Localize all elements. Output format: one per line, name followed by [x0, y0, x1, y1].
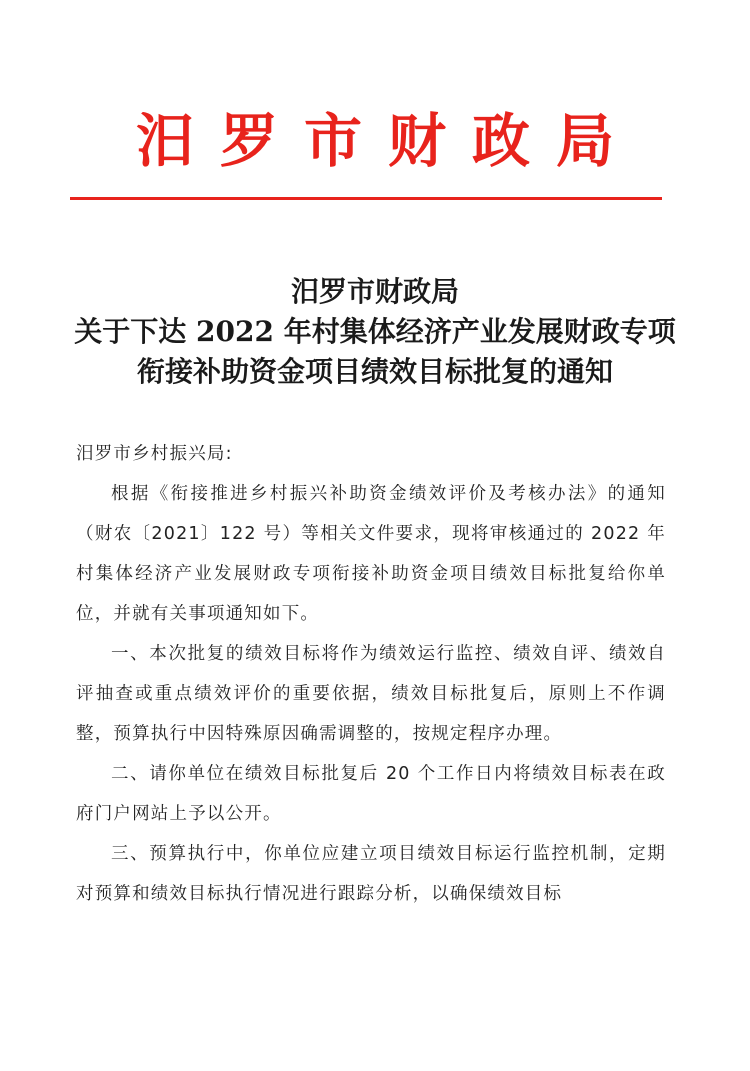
- masthead-agency-name: 汨罗市财政局: [135, 107, 640, 175]
- document-title: [0, 272, 750, 392]
- title-line-3: 衔接补助资金项目绩效目标批复的通知: [136, 355, 613, 388]
- paragraph-item-1: 一、本次批复的绩效目标将作为绩效运行监控、绩效自评、绩效自评抽查或重点绩效评价的重要依据，绩效目标批复后，原则上不作调整，预算执行中因特殊原因确需调整的，按规定程序办理。: [76, 644, 666, 744]
- document-body: [76, 434, 666, 914]
- paragraph-item-3: 三、预算执行中，你单位应建立项目绩效目标运行监控机制，定期对预算和绩效目标执行情况进行跟踪分析，以确保绩效目标: [76, 844, 666, 904]
- addressee: 汨罗市乡村振兴局:: [76, 444, 233, 464]
- paragraph-item-2: 二、请你单位在绩效目标批复后 20 个工作日内将绩效目标表在政府门户网站上予以公开。: [76, 764, 666, 824]
- title-line-2: 关于下达 2022 年村集体经济产业发展财政专项: [74, 315, 676, 348]
- red-divider-rule: [70, 197, 662, 200]
- paragraph-basis: 根据《衔接推进乡村振兴补助资金绩效评价及考核办法》的通知（财农〔2021〕122 号）等相关文件要求，现将审核通过的 2022 年村集体经济产业发展财政专项衔接补助资金项目绩效目标批复给你单位，并就有关事项通知如下。: [76, 484, 666, 624]
- title-line-1: 汨罗市财政局: [290, 275, 459, 308]
